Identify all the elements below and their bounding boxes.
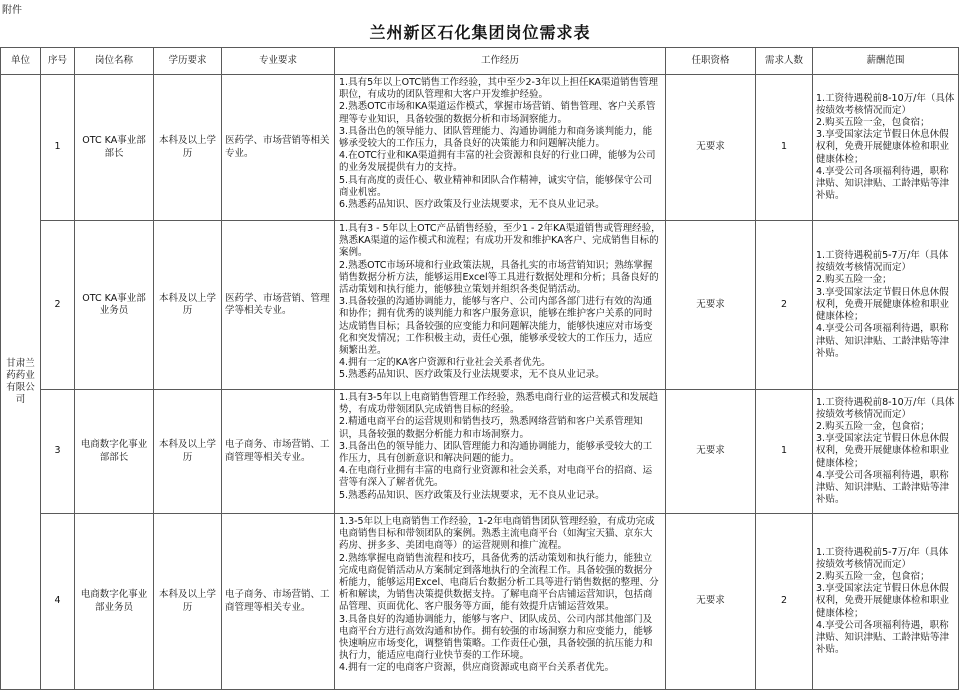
experience-item: 4.在电商行业拥有丰富的电商行业资源和社会关系，对电商平台的招商、运营等有深入了解者优先。 (339, 465, 653, 489)
header-cell-education: 学历要求 (154, 48, 222, 75)
experience-item: 2.熟练掌握电商销售流程和技巧，具备优秀的活动策划和执行能力，能独立完成电商促销活动从方案制定到落地执行的全流程工作。具备较强的数据分析能力，能够运用Excel、电商后台数据分析工具等进行销售数据的整理、分析和解读，为销售决策提供数据支持。了解电商平台店铺运营知识，包括商品管理、页面优化、客户服务等方面，能有效提升店铺运营效果。 (339, 552, 659, 613)
experience-item: 3.具备良好的沟通协调能力，能够与客户、团队成员、公司内部其他部门及电商平台方进行高效沟通和协作。拥有较强的市场洞察力和应变能力，能够快速响应市场变化，调整销售策略。工作责任心强，具备较强的抗压能力和执行力，能适应电商行业快节奏的工作环境。 (339, 613, 653, 662)
annex-label: 附件 (2, 5, 22, 16)
salary-item: 3.享受国家法定节假日休息休假权利，免费开展健康体检和职业健康体检； (816, 129, 950, 165)
experience-item: 5.具有高度的责任心、敬业精神和团队合作精神，诚实守信，能够保守公司商业机密。 (339, 174, 653, 198)
experience-item: 2.精通电商平台的运营规则和销售技巧，熟悉网络营销和客户关系管理知识，具备较强的数据分析能力和市场洞察力。 (339, 416, 643, 440)
salary-item: 2.购买五险一金，包食宿； (816, 116, 930, 128)
experience-item: 4.在OTC行业和KA渠道拥有丰富的社会资源和良好的行业口碑，能够为公司的业务发展提供有力的支持。 (339, 150, 656, 174)
row-education: 本科及以上学历 (154, 75, 222, 221)
salary-item: 4.享受公司各项福利待遇，职称津贴、知识津贴、工龄津贴等津补贴。 (816, 323, 950, 359)
header-cell-salary: 薪酬范围 (813, 48, 959, 75)
salary-item: 4.享受公司各项福利待遇，职称津贴、知识津贴、工龄津贴等津补贴。 (816, 469, 950, 506)
salary-item: 3.享受国家法定节假日休息休假权利，免费开展健康体检和职业健康体检； (816, 433, 950, 469)
salary-item: 4.享受公司各项福利待遇，职称津贴、知识津贴、工龄津贴等津补贴。 (816, 619, 950, 656)
header-cell-experience: 工作经历 (335, 48, 666, 75)
row-position: OTC KA事业部业务员 (75, 221, 154, 390)
page-title: 兰州新区石化集团岗位需求表 (369, 23, 591, 42)
experience-item: 1.具有3-5年以上电商销售管理工作经验，熟悉电商行业的运营模式和发展趋势，有成功带领团队完成销售目标的经验。 (339, 392, 659, 416)
experience-item: 5.熟悉药品知识、医疗政策及行业法规要求，无不良从业记录。 (339, 369, 605, 381)
salary-item: 1.工资待遇税前8-10万/年（具体按绩效考核情况而定） (816, 396, 955, 420)
experience-item: 5.熟悉药品知识、医疗政策及行业法规要求，无不良从业记录。 (339, 489, 605, 501)
header-row (1, 48, 959, 75)
experience-item: 3.具备出色的领导能力、团队管理能力和沟通协调能力，能够承受较大的工作压力，具有创新意识和解决问题的能力。 (339, 440, 653, 465)
table-row (1, 221, 959, 390)
row-qualification: 无要求 (666, 390, 756, 514)
header-cell-qualification: 任职资格 (666, 48, 756, 75)
salary-item: 2.购买五险一金，包食宿； (816, 420, 930, 432)
row-count: 2 (756, 221, 813, 390)
row-qualification: 无要求 (666, 221, 756, 390)
experience-item: 1.具有5年以上OTC销售工作经验，其中至少2-3年以上担任KA渠道销售管理职位，有成功的团队管理和大客户开发维护经验。 (339, 77, 659, 101)
row-count: 1 (756, 75, 813, 221)
experience-item: 6.熟悉药品知识、医疗政策及行业法规要求，无不良从业记录。 (339, 199, 605, 211)
header-cell-position: 岗位名称 (75, 48, 154, 75)
header-cell-major: 专业要求 (222, 48, 335, 75)
row-major: 电子商务、市场营销、工商管理等相关专业。 (222, 514, 335, 690)
row-count: 2 (756, 514, 813, 690)
row-no: 4 (41, 514, 75, 690)
row-major: 医药学、市场营销等相关专业。 (222, 75, 335, 221)
row-count: 1 (756, 390, 813, 514)
salary-item: 1.工资待遇税前5-7万/年（具体按绩效考核情况而定） (816, 250, 949, 274)
job-requirements-table (0, 47, 959, 690)
unit-cell: 甘肃兰药药业有限公司 (1, 75, 41, 690)
experience-item: 4.拥有一定的KA客户资源和行业社会关系者优先。 (339, 357, 551, 369)
row-no: 2 (41, 221, 75, 390)
row-salary (813, 221, 959, 390)
row-position: 电商数字化事业部业务员 (75, 514, 154, 690)
header-cell-no: 序号 (41, 48, 75, 75)
header-cell-unit: 单位 (1, 48, 41, 75)
row-qualification: 无要求 (666, 514, 756, 690)
row-experience (335, 390, 666, 514)
experience-item: 2.熟悉OTC市场环境和行业政策法规，具备扎实的市场营销知识；熟练掌握销售数据分析方法，能够运用Excel等工具进行数据处理和分析；具备良好的活动策划和执行能力，能够独立策划并组织各类促销活动。 (339, 259, 659, 296)
row-education: 本科及以上学历 (154, 514, 222, 690)
row-no: 1 (41, 75, 75, 221)
row-qualification: 无要求 (666, 75, 756, 221)
experience-item: 2.熟悉OTC市场和KA渠道运作模式，掌握市场营销、销售管理、客户关系管理等专业知识，具备较强的数据分析和市场洞察能力。 (339, 101, 656, 125)
experience-item: 4.拥有一定的电商客户资源，供应商资源或电商平台关系者优先。 (339, 662, 615, 674)
experience-item: 1.3-5年以上电商销售工作经验，1-2年电商销售团队管理经验，有成功完成电商销售目标和带领团队的案例。熟悉主流电商平台（如淘宝天猫、京东大药房、拼多多、美团电商等）的运营规则和推广流程。 (339, 516, 655, 552)
experience-item: 3.具备出色的领导能力、团队管理能力、沟通协调能力和商务谈判能力，能够承受较大的工作压力，具备良好的决策能力和问题解决能力。 (339, 125, 653, 150)
row-experience (335, 514, 666, 690)
salary-item: 4.享受公司各项福利待遇，职称津贴、知识津贴、工龄津贴等津补贴。 (816, 165, 950, 202)
salary-item: 1.工资待遇税前8-10万/年（具体按绩效考核情况而定） (816, 92, 955, 116)
row-major: 医药学、市场营销、管理学等相关专业。 (222, 221, 335, 390)
salary-item: 3.享受国家法定节假日休息休假权利，免费开展健康体检和职业健康体检； (816, 286, 950, 323)
row-salary (813, 514, 959, 690)
table-row (1, 514, 959, 690)
row-education: 本科及以上学历 (154, 390, 222, 514)
row-experience (335, 75, 666, 221)
row-major: 电子商务、市场营销、工商管理等相关专业。 (222, 390, 335, 514)
salary-item: 1.工资待遇税前5-7万/年（具体按绩效考核情况而定） (816, 546, 949, 570)
row-education: 本科及以上学历 (154, 221, 222, 390)
row-experience (335, 221, 666, 390)
salary-item: 2.购买五险一金； (816, 274, 892, 286)
table-row (1, 390, 959, 514)
experience-item: 3.具备较强的沟通协调能力，能够与客户、公司内部各部门进行有效的沟通和协作；拥有优秀的谈判能力和客户服务意识，能够在维护客户关系的同时达成销售目标；具备较强的应变能力和问题解决能力，能够快速应对市场变化和突发情况；工作积极主动，责任心强，能够承受较大的工作压力，适应频繁出差。 (339, 296, 653, 357)
row-position: 电商数字化事业部部长 (75, 390, 154, 514)
row-salary (813, 75, 959, 221)
header-cell-count: 需求人数 (756, 48, 813, 75)
row-salary (813, 390, 959, 514)
experience-item: 1.具有3 - 5年以上OTC产品销售经验，至少1 - 2年KA渠道销售或管理经验，熟悉KA渠道的运作模式和流程；有成功开发和维护KA客户、完成销售目标的案例。 (339, 223, 661, 259)
salary-item: 2.购买五险一金，包食宿； (816, 570, 930, 582)
row-no: 3 (41, 390, 75, 514)
row-position: OTC KA事业部部长 (75, 75, 154, 221)
table-row (1, 75, 959, 221)
salary-item: 3.享受国家法定节假日休息休假权利，免费开展健康体检和职业健康体检； (816, 583, 950, 619)
